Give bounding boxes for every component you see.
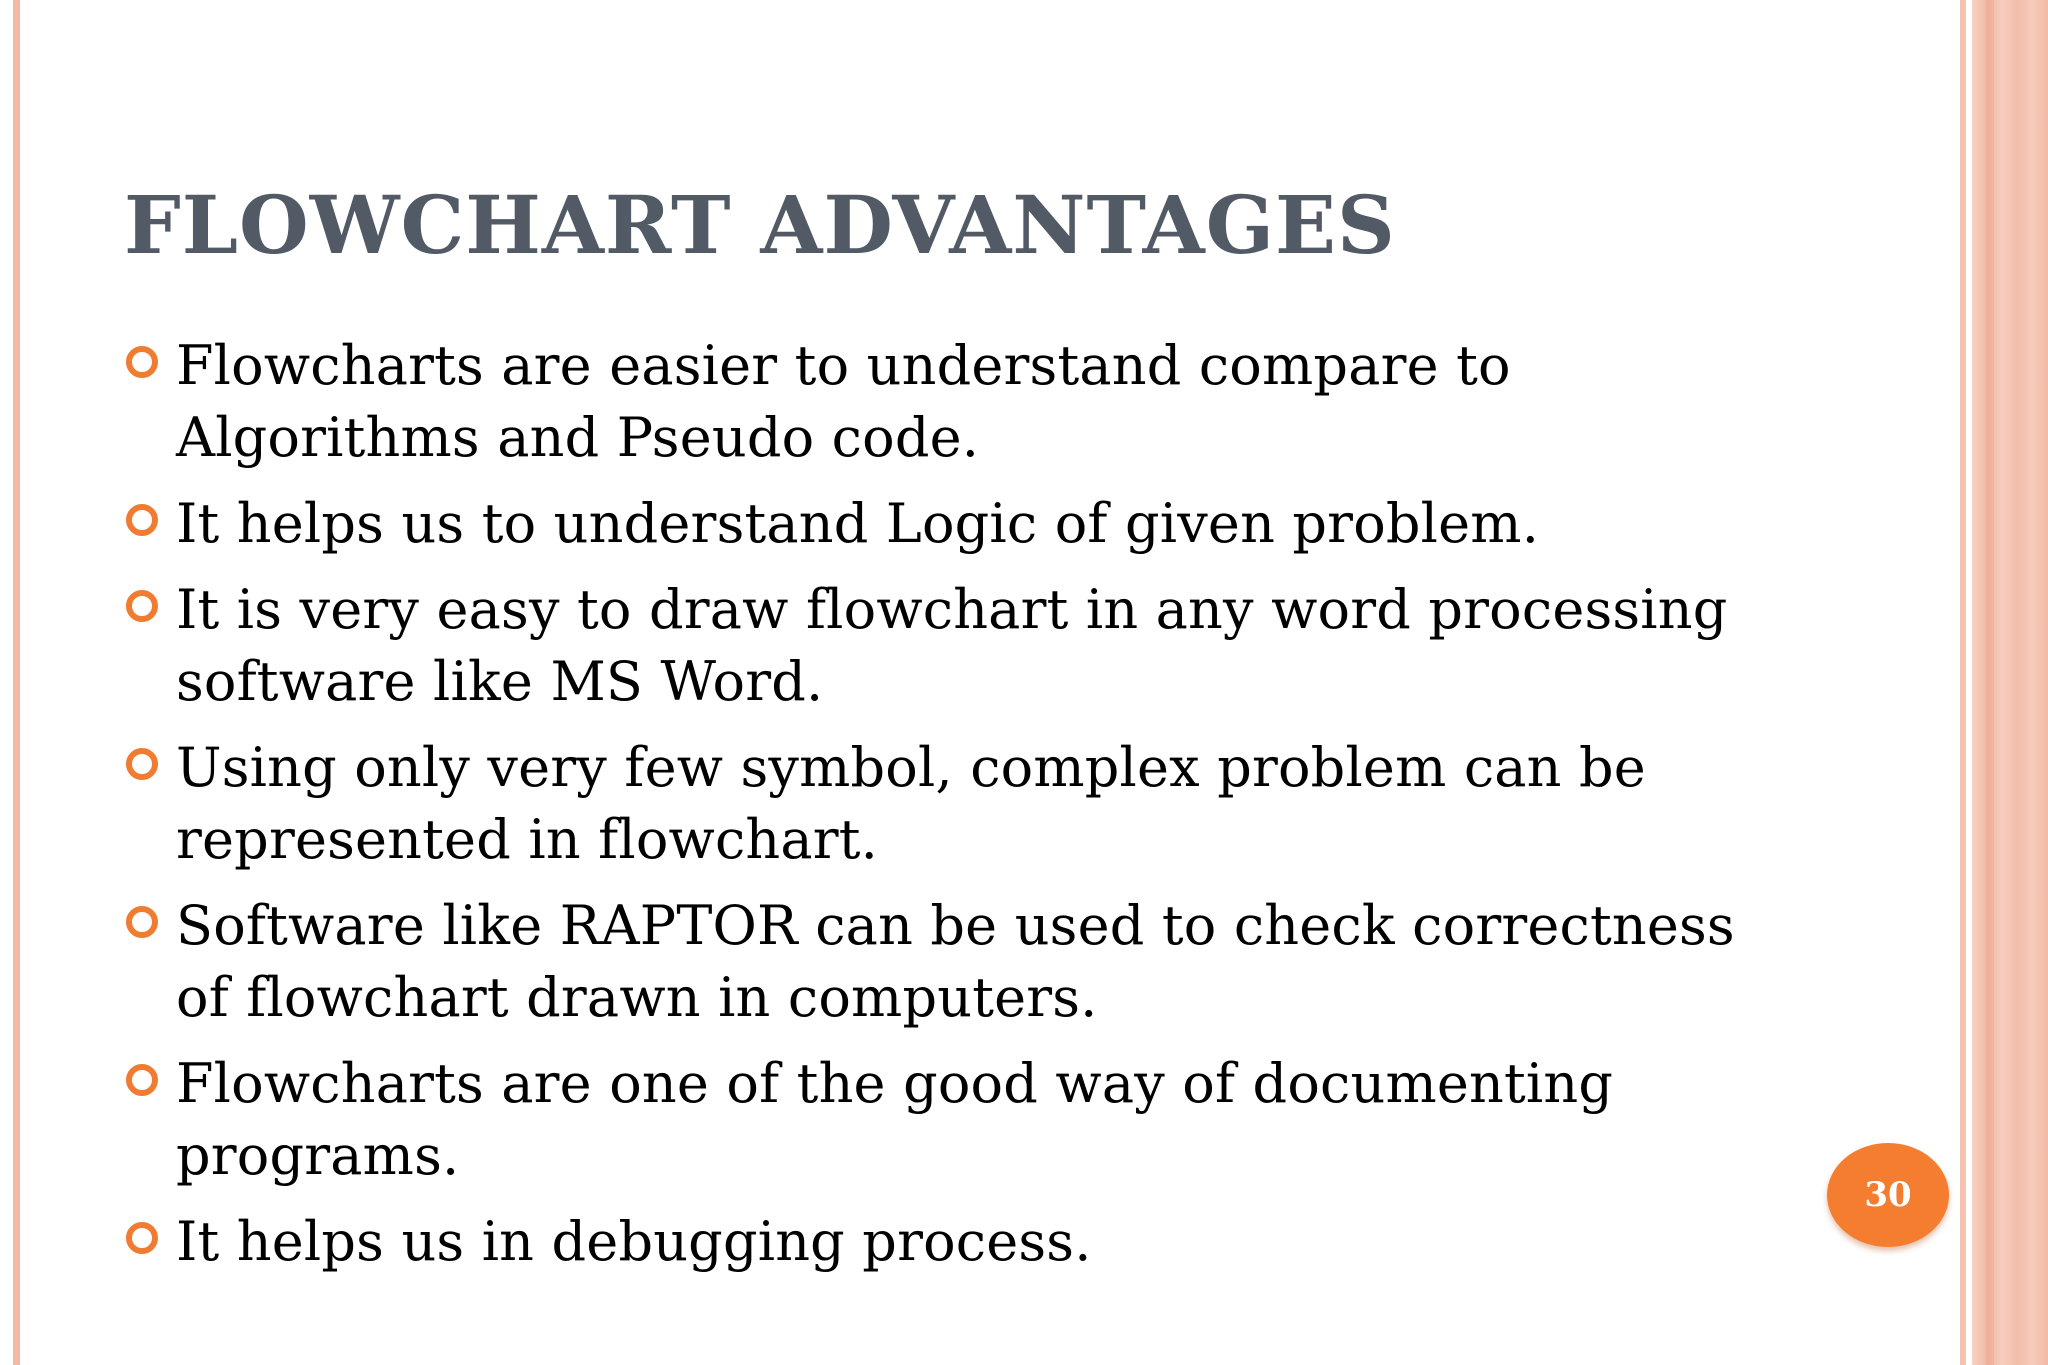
hollow-circle-bullet-icon — [126, 1064, 158, 1096]
bullet-item — [124, 1048, 1764, 1192]
bullet-text: It is very easy to draw flowchart in any word processing software like MS Word. — [176, 578, 1728, 713]
hollow-circle-bullet-icon — [126, 346, 158, 378]
hollow-circle-bullet-icon — [126, 504, 158, 536]
bullet-item — [124, 574, 1764, 718]
bullet-text: It helps us in debugging process. — [176, 1210, 1092, 1273]
bullet-item — [124, 330, 1764, 474]
hollow-circle-bullet-icon — [126, 590, 158, 622]
slide-title: FLOWCHART ADVANTAGES — [124, 178, 1396, 272]
bullet-item — [124, 488, 1764, 560]
bullet-item — [124, 1206, 1764, 1278]
bullet-text: Flowcharts are one of the good way of documenting programs. — [176, 1052, 1614, 1187]
hollow-circle-bullet-icon — [126, 1222, 158, 1254]
left-border-decoration — [13, 0, 20, 1365]
right-border-band-stripe — [1986, 0, 1994, 1365]
right-border-line — [1960, 0, 1966, 1365]
hollow-circle-bullet-icon — [126, 906, 158, 938]
bullet-text: Software like RAPTOR can be used to check correctness of flowchart drawn in computers. — [176, 894, 1735, 1029]
bullet-item — [124, 732, 1764, 876]
hollow-circle-bullet-icon — [126, 748, 158, 780]
right-border-band — [1972, 0, 2048, 1365]
page-number-badge: 30 — [1827, 1143, 1949, 1247]
bullet-list — [124, 330, 1764, 1292]
bullet-item — [124, 890, 1764, 1034]
bullet-text: Using only very few symbol, complex problem can be represented in flowchart. — [176, 736, 1646, 871]
bullet-text: It helps us to understand Logic of given problem. — [176, 492, 1540, 555]
bullet-text: Flowcharts are easier to understand compare to Algorithms and Pseudo code. — [176, 334, 1511, 469]
